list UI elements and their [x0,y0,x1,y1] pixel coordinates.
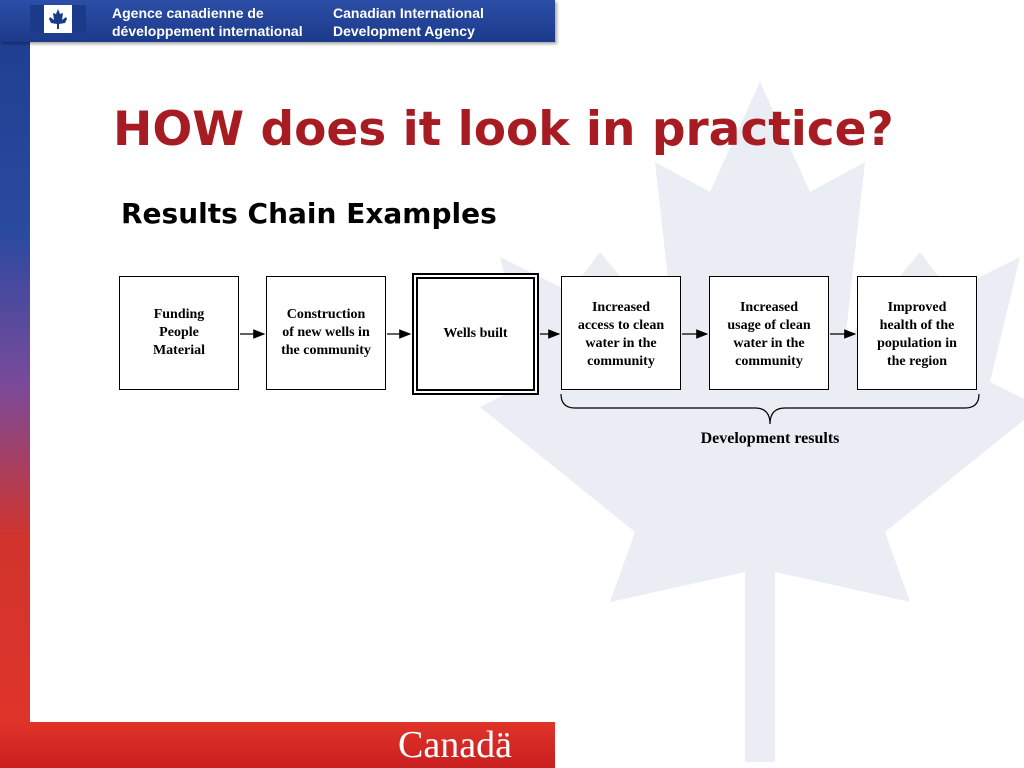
header-fr-line2: développement international [112,23,303,39]
box-line: health of the [879,318,955,333]
curly-brace [561,394,979,424]
box-line: community [587,354,655,369]
header-fr-line1: Agence canadienne de [112,5,264,21]
box-line: population in [877,336,957,351]
box-line: Construction [286,307,366,322]
box-line: the community [281,343,371,358]
page-title: HOW does it look in practice? [113,102,894,157]
box-line: water in the [733,336,805,351]
box-line: Material [152,343,206,358]
box-line: access to clean [577,318,665,333]
box-line: Funding [153,307,205,322]
box-line: People [159,325,199,340]
canada-wordmark: Canadä [398,724,512,766]
box-line: Increased [739,300,799,315]
box-line: Increased [591,300,651,315]
box-line: of new wells in [282,325,370,340]
box-line: Wells built [443,326,508,341]
header-en-line1: Canadian International [333,5,484,21]
box-line: water in the [585,336,657,351]
box-line: usage of clean [727,318,811,333]
section-subtitle: Results Chain Examples [121,197,497,230]
box-line: Improved [887,300,947,315]
box-line: the region [886,354,947,369]
box-line: community [735,354,803,369]
header-en-line2: Development Agency [333,23,475,39]
development-results-label: Development results [700,430,840,447]
